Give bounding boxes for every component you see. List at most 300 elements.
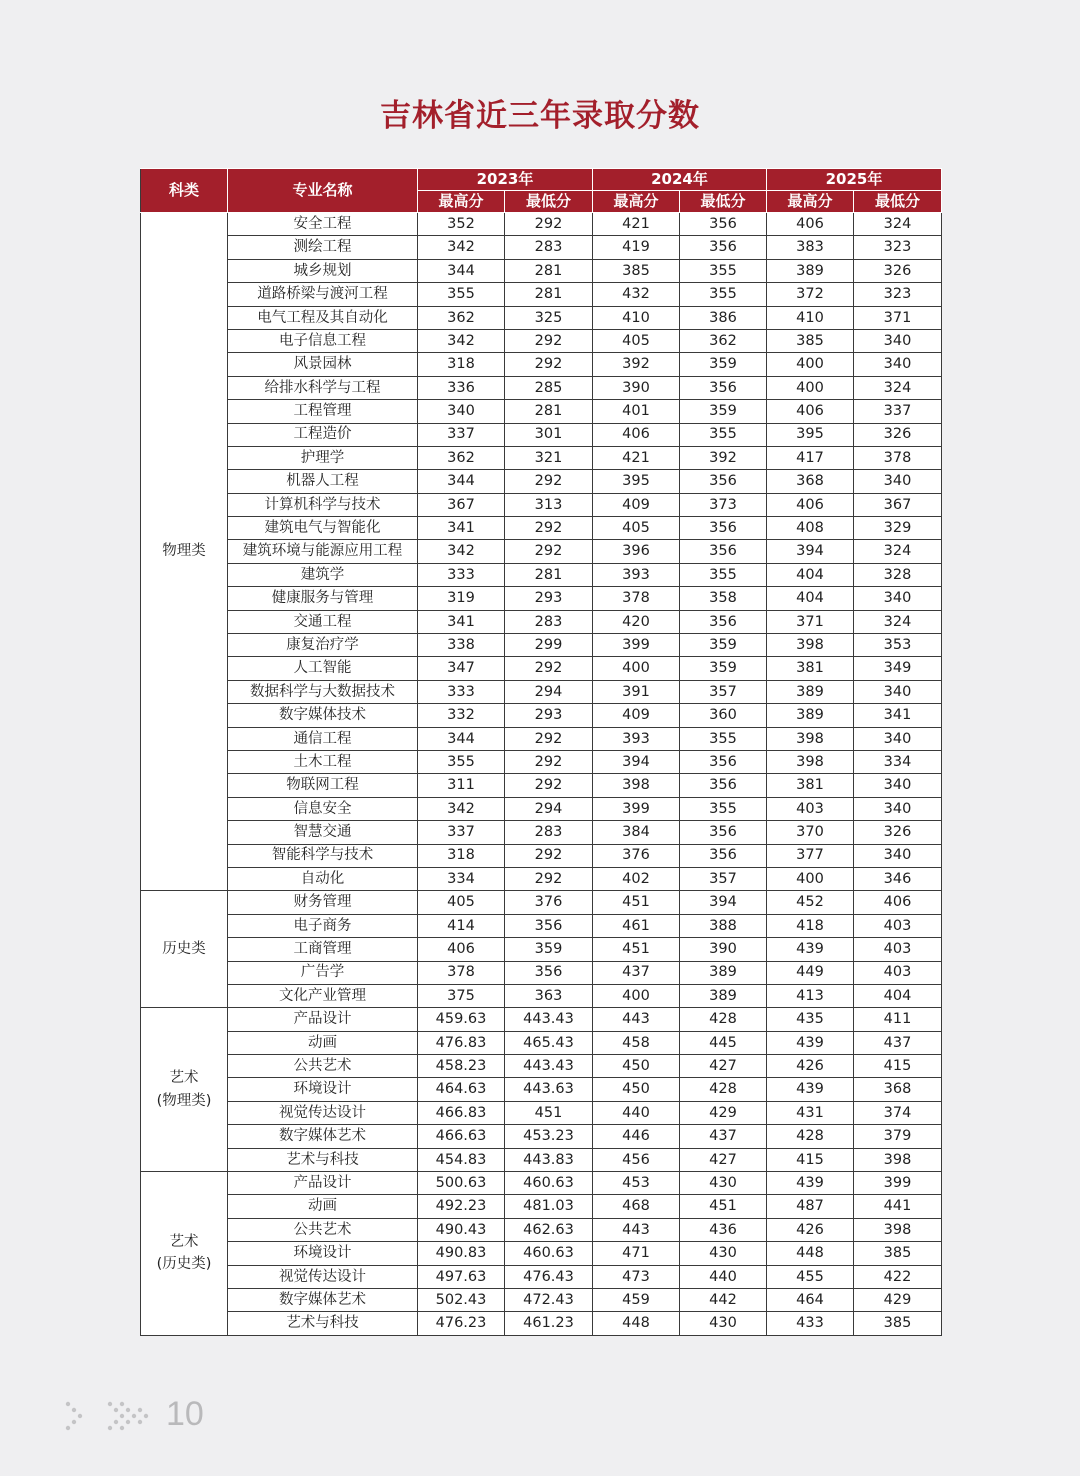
- major-name: 环境设计: [228, 1078, 418, 1101]
- table-row: [141, 353, 942, 376]
- score-2024-min: 429: [680, 1101, 767, 1124]
- score-2023-max: 332: [418, 704, 505, 727]
- score-2024-min: 355: [680, 563, 767, 586]
- major-name: 公共艺术: [228, 1055, 418, 1078]
- score-2024-min: 356: [680, 540, 767, 563]
- major-name: 工商管理: [228, 938, 418, 961]
- score-2025-max: 398: [767, 634, 854, 657]
- score-2024-min: 442: [680, 1288, 767, 1311]
- major-name: 电子信息工程: [228, 329, 418, 352]
- table-row: [141, 1195, 942, 1218]
- score-2024-max: 405: [593, 329, 680, 352]
- score-2024-max: 440: [593, 1101, 680, 1124]
- score-2023-min: 443.83: [505, 1148, 593, 1171]
- score-2025-max: 377: [767, 844, 854, 867]
- score-2023-min: 481.03: [505, 1195, 593, 1218]
- score-2023-min: 453.23: [505, 1125, 593, 1148]
- score-2024-max: 409: [593, 493, 680, 516]
- score-2023-min: 301: [505, 423, 593, 446]
- score-2023-min: 460.63: [505, 1242, 593, 1265]
- score-2023-max: 333: [418, 563, 505, 586]
- score-2023-max: 344: [418, 727, 505, 750]
- score-2025-min: 326: [854, 821, 942, 844]
- score-2024-min: 427: [680, 1148, 767, 1171]
- score-2024-min: 430: [680, 1172, 767, 1195]
- table-row: [141, 540, 942, 563]
- score-2024-min: 373: [680, 493, 767, 516]
- score-2025-max: 439: [767, 938, 854, 961]
- header-year-2025: 2025年: [767, 169, 942, 191]
- score-2023-min: 292: [505, 750, 593, 773]
- score-2023-min: 465.43: [505, 1031, 593, 1054]
- score-2024-min: 355: [680, 259, 767, 282]
- table-row: [141, 1288, 942, 1311]
- score-2023-max: 492.23: [418, 1195, 505, 1218]
- score-2024-min: 357: [680, 680, 767, 703]
- table-row: [141, 213, 942, 236]
- table-row: [141, 938, 942, 961]
- major-name: 土木工程: [228, 750, 418, 773]
- major-name: 产品设计: [228, 1172, 418, 1195]
- score-2024-min: 356: [680, 213, 767, 236]
- major-name: 通信工程: [228, 727, 418, 750]
- score-2024-max: 393: [593, 727, 680, 750]
- score-2025-min: 403: [854, 938, 942, 961]
- score-2023-max: 311: [418, 774, 505, 797]
- score-2024-min: 356: [680, 517, 767, 540]
- score-2025-max: 389: [767, 259, 854, 282]
- score-2025-min: 368: [854, 1078, 942, 1101]
- score-2025-min: 385: [854, 1242, 942, 1265]
- score-2024-min: 356: [680, 844, 767, 867]
- score-2024-min: 359: [680, 634, 767, 657]
- score-2025-min: 379: [854, 1125, 942, 1148]
- score-2025-min: 326: [854, 259, 942, 282]
- score-2024-min: 430: [680, 1312, 767, 1335]
- major-name: 电子商务: [228, 914, 418, 937]
- table-row: [141, 517, 942, 540]
- score-2025-min: 340: [854, 680, 942, 703]
- major-name: 动画: [228, 1031, 418, 1054]
- score-2025-max: 439: [767, 1172, 854, 1195]
- score-2024-min: 428: [680, 1008, 767, 1031]
- score-2023-max: 340: [418, 400, 505, 423]
- score-2025-max: 400: [767, 376, 854, 399]
- score-2025-max: 426: [767, 1218, 854, 1241]
- score-2024-max: 402: [593, 867, 680, 890]
- score-2023-min: 292: [505, 329, 593, 352]
- score-2023-max: 318: [418, 353, 505, 376]
- score-2023-max: 334: [418, 867, 505, 890]
- major-name: 护理学: [228, 446, 418, 469]
- score-2025-max: 448: [767, 1242, 854, 1265]
- score-2024-max: 400: [593, 984, 680, 1007]
- table-row: [141, 446, 942, 469]
- table-row: [141, 891, 942, 914]
- score-2024-max: 384: [593, 821, 680, 844]
- score-2025-min: 324: [854, 540, 942, 563]
- score-2024-min: 357: [680, 867, 767, 890]
- score-2025-min: 437: [854, 1031, 942, 1054]
- table-row: [141, 1265, 942, 1288]
- score-2024-max: 456: [593, 1148, 680, 1171]
- score-2024-min: 359: [680, 400, 767, 423]
- score-2025-min: 367: [854, 493, 942, 516]
- score-2024-max: 399: [593, 634, 680, 657]
- score-2023-max: 337: [418, 423, 505, 446]
- table-row: [141, 1242, 942, 1265]
- score-2024-max: 420: [593, 610, 680, 633]
- major-name: 公共艺术: [228, 1218, 418, 1241]
- table-row: [141, 259, 942, 282]
- score-2023-min: 462.63: [505, 1218, 593, 1241]
- table-row: [141, 914, 942, 937]
- score-2025-max: 403: [767, 797, 854, 820]
- score-2024-max: 459: [593, 1288, 680, 1311]
- score-2025-min: 324: [854, 610, 942, 633]
- score-2024-max: 450: [593, 1078, 680, 1101]
- score-2025-max: 389: [767, 704, 854, 727]
- score-2025-max: 455: [767, 1265, 854, 1288]
- header-category: 科类: [141, 169, 228, 213]
- table-row: [141, 1101, 942, 1124]
- major-name: 计算机科学与技术: [228, 493, 418, 516]
- major-name: 产品设计: [228, 1008, 418, 1031]
- table-row: [141, 587, 942, 610]
- header-major: 专业名称: [228, 169, 418, 213]
- score-2024-max: 392: [593, 353, 680, 376]
- score-2023-max: 378: [418, 961, 505, 984]
- score-2024-min: 427: [680, 1055, 767, 1078]
- score-2023-min: 443.63: [505, 1078, 593, 1101]
- score-2023-min: 292: [505, 517, 593, 540]
- score-2025-max: 400: [767, 353, 854, 376]
- score-2025-min: 385: [854, 1312, 942, 1335]
- score-2025-max: 452: [767, 891, 854, 914]
- score-2024-max: 385: [593, 259, 680, 282]
- score-2024-max: 401: [593, 400, 680, 423]
- score-2023-min: 313: [505, 493, 593, 516]
- score-2024-max: 410: [593, 306, 680, 329]
- score-2023-min: 281: [505, 283, 593, 306]
- score-2023-min: 283: [505, 610, 593, 633]
- score-2025-max: 415: [767, 1148, 854, 1171]
- score-2023-min: 281: [505, 400, 593, 423]
- table-row: [141, 283, 942, 306]
- score-2024-max: 473: [593, 1265, 680, 1288]
- score-2023-max: 414: [418, 914, 505, 937]
- major-name: 艺术与科技: [228, 1148, 418, 1171]
- score-2024-max: 409: [593, 704, 680, 727]
- score-2024-min: 436: [680, 1218, 767, 1241]
- category-label: 物理类: [162, 543, 206, 560]
- score-2024-min: 359: [680, 657, 767, 680]
- score-2024-min: 360: [680, 704, 767, 727]
- score-2024-min: 390: [680, 938, 767, 961]
- score-2025-max: 428: [767, 1125, 854, 1148]
- table-row: [141, 470, 942, 493]
- score-2025-max: 406: [767, 213, 854, 236]
- score-2023-min: 292: [505, 213, 593, 236]
- score-2024-max: 398: [593, 774, 680, 797]
- major-name: 信息安全: [228, 797, 418, 820]
- score-2024-min: 392: [680, 446, 767, 469]
- major-name: 自动化: [228, 867, 418, 890]
- score-2024-max: 432: [593, 283, 680, 306]
- score-2025-min: 429: [854, 1288, 942, 1311]
- score-2025-min: 406: [854, 891, 942, 914]
- score-2023-min: 451: [505, 1101, 593, 1124]
- table-body: [141, 213, 942, 1336]
- score-2024-min: 451: [680, 1195, 767, 1218]
- score-2025-min: 323: [854, 283, 942, 306]
- score-2025-min: 378: [854, 446, 942, 469]
- score-2024-max: 390: [593, 376, 680, 399]
- score-2025-max: 431: [767, 1101, 854, 1124]
- score-2024-max: 399: [593, 797, 680, 820]
- score-2023-min: 461.23: [505, 1312, 593, 1335]
- table-row: [141, 1031, 942, 1054]
- score-2023-min: 293: [505, 704, 593, 727]
- table-row: [141, 1172, 942, 1195]
- header-max-score: 最高分: [767, 191, 854, 213]
- major-name: 测绘工程: [228, 236, 418, 259]
- category-label: (物理类): [156, 1092, 212, 1109]
- score-2023-max: 490.43: [418, 1218, 505, 1241]
- score-2023-max: 341: [418, 517, 505, 540]
- score-2025-max: 383: [767, 236, 854, 259]
- table-row: [141, 634, 942, 657]
- header-min-score: 最低分: [680, 191, 767, 213]
- score-2025-min: 422: [854, 1265, 942, 1288]
- score-2023-min: 283: [505, 236, 593, 259]
- score-2025-max: 417: [767, 446, 854, 469]
- score-2025-max: 433: [767, 1312, 854, 1335]
- table-row: [141, 844, 942, 867]
- major-name: 机器人工程: [228, 470, 418, 493]
- major-name: 交通工程: [228, 610, 418, 633]
- score-2025-max: 464: [767, 1288, 854, 1311]
- table-row: [141, 680, 942, 703]
- major-name: 安全工程: [228, 213, 418, 236]
- category-cell: [141, 1008, 228, 1172]
- category-label: 艺术: [169, 1233, 199, 1250]
- score-2023-max: 490.83: [418, 1242, 505, 1265]
- score-2024-min: 356: [680, 750, 767, 773]
- major-name: 财务管理: [228, 891, 418, 914]
- score-2025-min: 340: [854, 774, 942, 797]
- major-name: 城乡规划: [228, 259, 418, 282]
- score-2025-max: 389: [767, 680, 854, 703]
- major-name: 人工智能: [228, 657, 418, 680]
- major-name: 数字媒体艺术: [228, 1288, 418, 1311]
- score-2025-max: 398: [767, 750, 854, 773]
- table-row: [141, 400, 942, 423]
- score-2024-min: 430: [680, 1242, 767, 1265]
- score-2023-max: 362: [418, 306, 505, 329]
- score-2025-min: 340: [854, 470, 942, 493]
- score-2023-min: 281: [505, 259, 593, 282]
- score-2024-max: 446: [593, 1125, 680, 1148]
- score-2024-min: 356: [680, 610, 767, 633]
- page-number: 10: [166, 1395, 204, 1433]
- header-min-score: 最低分: [854, 191, 942, 213]
- score-2025-max: 413: [767, 984, 854, 1007]
- score-2024-max: 471: [593, 1242, 680, 1265]
- score-2023-max: 500.63: [418, 1172, 505, 1195]
- score-2024-max: 405: [593, 517, 680, 540]
- score-2025-min: 323: [854, 236, 942, 259]
- score-2023-max: 344: [418, 470, 505, 493]
- score-2025-min: 398: [854, 1218, 942, 1241]
- score-2024-min: 389: [680, 961, 767, 984]
- score-2023-max: 318: [418, 844, 505, 867]
- major-name: 艺术与科技: [228, 1312, 418, 1335]
- score-2024-min: 440: [680, 1265, 767, 1288]
- score-2024-max: 376: [593, 844, 680, 867]
- score-2023-max: 337: [418, 821, 505, 844]
- table-row: [141, 821, 942, 844]
- score-2023-max: 355: [418, 283, 505, 306]
- score-2025-min: 340: [854, 727, 942, 750]
- score-2025-max: 439: [767, 1031, 854, 1054]
- major-name: 健康服务与管理: [228, 587, 418, 610]
- score-2024-max: 391: [593, 680, 680, 703]
- score-2025-min: 346: [854, 867, 942, 890]
- score-2023-min: 292: [505, 353, 593, 376]
- score-2023-min: 292: [505, 540, 593, 563]
- score-2023-max: 342: [418, 797, 505, 820]
- score-2024-min: 362: [680, 329, 767, 352]
- score-2024-min: 355: [680, 797, 767, 820]
- score-2025-min: 340: [854, 353, 942, 376]
- score-2023-max: 355: [418, 750, 505, 773]
- major-name: 电气工程及其自动化: [228, 306, 418, 329]
- score-2025-max: 435: [767, 1008, 854, 1031]
- score-2024-max: 395: [593, 470, 680, 493]
- score-2024-max: 443: [593, 1218, 680, 1241]
- table-row: [141, 423, 942, 446]
- category-cell: [141, 891, 228, 1008]
- score-2025-min: 411: [854, 1008, 942, 1031]
- admission-score-table: [140, 168, 942, 1336]
- score-2023-max: 347: [418, 657, 505, 680]
- score-2023-max: 459.63: [418, 1008, 505, 1031]
- score-2023-max: 466.83: [418, 1101, 505, 1124]
- header-row-years: [141, 169, 942, 191]
- score-2024-min: 394: [680, 891, 767, 914]
- score-2023-min: 359: [505, 938, 593, 961]
- table-row: [141, 1008, 942, 1031]
- score-2024-max: 393: [593, 563, 680, 586]
- major-name: 道路桥梁与渡河工程: [228, 283, 418, 306]
- score-2024-max: 421: [593, 446, 680, 469]
- score-2025-min: 398: [854, 1148, 942, 1171]
- score-2023-min: 476.43: [505, 1265, 593, 1288]
- score-2025-max: 404: [767, 587, 854, 610]
- score-2024-max: 378: [593, 587, 680, 610]
- major-name: 视觉传达设计: [228, 1265, 418, 1288]
- header-year-2024: 2024年: [593, 169, 767, 191]
- table-row: [141, 774, 942, 797]
- score-2024-min: 356: [680, 470, 767, 493]
- score-2024-max: 421: [593, 213, 680, 236]
- score-2024-max: 468: [593, 1195, 680, 1218]
- score-2023-max: 375: [418, 984, 505, 1007]
- score-2023-min: 285: [505, 376, 593, 399]
- score-2024-max: 453: [593, 1172, 680, 1195]
- score-2025-max: 418: [767, 914, 854, 937]
- score-2025-max: 395: [767, 423, 854, 446]
- table-row: [141, 657, 942, 680]
- score-2025-max: 410: [767, 306, 854, 329]
- score-2023-max: 464.63: [418, 1078, 505, 1101]
- score-2023-min: 292: [505, 774, 593, 797]
- score-2023-max: 342: [418, 236, 505, 259]
- score-2023-min: 281: [505, 563, 593, 586]
- table-row: [141, 1312, 942, 1335]
- score-2023-max: 342: [418, 329, 505, 352]
- score-2023-max: 405: [418, 891, 505, 914]
- table-row: [141, 329, 942, 352]
- score-2023-min: 292: [505, 470, 593, 493]
- score-2024-max: 443: [593, 1008, 680, 1031]
- score-2025-max: 398: [767, 727, 854, 750]
- score-2023-max: 362: [418, 446, 505, 469]
- score-2025-min: 404: [854, 984, 942, 1007]
- score-2024-max: 448: [593, 1312, 680, 1335]
- major-name: 数字媒体技术: [228, 704, 418, 727]
- header-year-2023: 2023年: [418, 169, 593, 191]
- score-2023-max: 458.23: [418, 1055, 505, 1078]
- score-2024-min: 355: [680, 423, 767, 446]
- score-2023-max: 406: [418, 938, 505, 961]
- score-2024-min: 355: [680, 727, 767, 750]
- score-2025-max: 439: [767, 1078, 854, 1101]
- score-2024-max: 450: [593, 1055, 680, 1078]
- score-2025-max: 400: [767, 867, 854, 890]
- major-name: 数字媒体艺术: [228, 1125, 418, 1148]
- score-2025-min: 403: [854, 961, 942, 984]
- major-name: 建筑学: [228, 563, 418, 586]
- table-row: [141, 797, 942, 820]
- score-2025-max: 408: [767, 517, 854, 540]
- score-2023-min: 292: [505, 844, 593, 867]
- score-2025-max: 370: [767, 821, 854, 844]
- score-2024-min: 445: [680, 1031, 767, 1054]
- table-row: [141, 610, 942, 633]
- score-2023-min: 294: [505, 680, 593, 703]
- table-row: [141, 236, 942, 259]
- score-2023-max: 338: [418, 634, 505, 657]
- score-2025-min: 441: [854, 1195, 942, 1218]
- score-2025-max: 372: [767, 283, 854, 306]
- table-row: [141, 1078, 942, 1101]
- score-2024-min: 359: [680, 353, 767, 376]
- score-2023-max: 476.83: [418, 1031, 505, 1054]
- score-2023-min: 376: [505, 891, 593, 914]
- category-label: 艺术: [169, 1070, 199, 1087]
- score-2023-min: 356: [505, 914, 593, 937]
- score-2024-max: 461: [593, 914, 680, 937]
- score-2025-min: 371: [854, 306, 942, 329]
- score-2024-min: 355: [680, 283, 767, 306]
- score-2025-min: 337: [854, 400, 942, 423]
- score-2023-min: 443.43: [505, 1055, 593, 1078]
- score-2023-min: 363: [505, 984, 593, 1007]
- score-2024-max: 400: [593, 657, 680, 680]
- score-2024-max: 437: [593, 961, 680, 984]
